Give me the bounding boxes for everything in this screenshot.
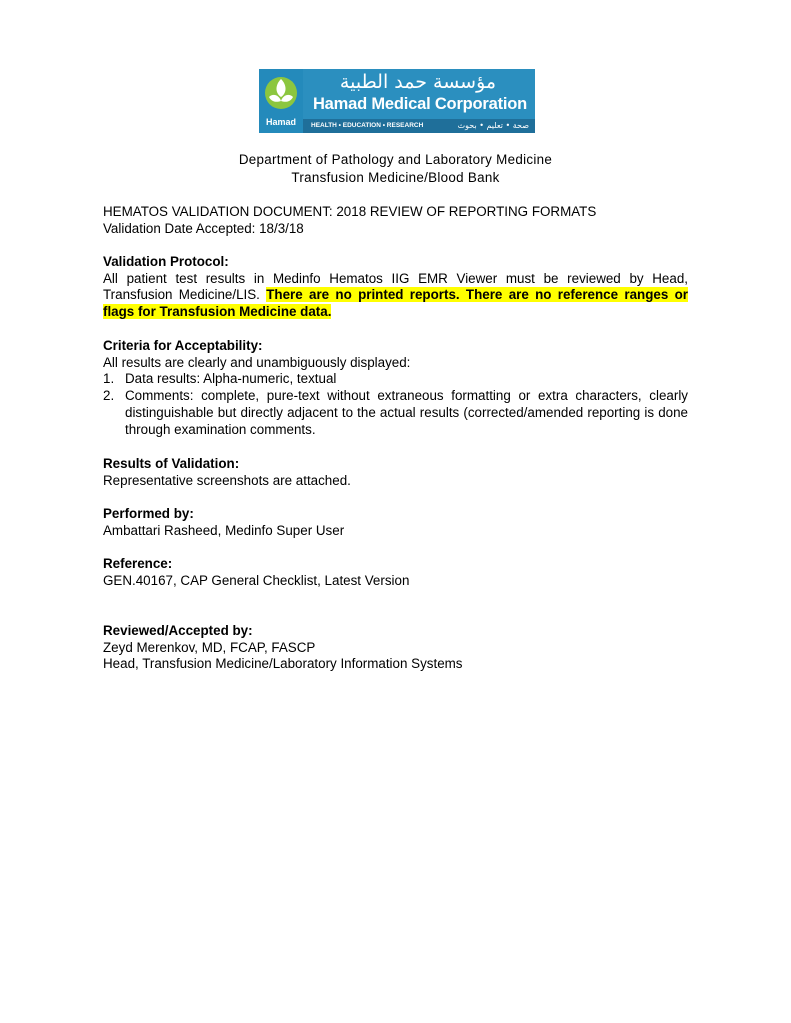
list-item-number: 1.	[103, 371, 115, 387]
reference-text: GEN.40167, CAP General Checklist, Latest Version	[103, 572, 410, 588]
logo-arabic-name: مؤسسة حمد الطبية	[339, 71, 497, 93]
criteria-heading: Criteria for Acceptability:	[103, 338, 263, 353]
logo-tagline-strip	[303, 119, 535, 133]
protocol-text	[103, 271, 688, 321]
list-item-number: 2.	[103, 388, 115, 404]
division-title: Transfusion Medicine/Blood Bank	[291, 170, 500, 185]
logo-tagline-ar: صحة • تعليم • بحوث	[457, 121, 529, 130]
logo-english-name: Hamad Medical Corporation	[312, 95, 528, 113]
performed-text: Ambattari Rasheed, Medinfo Super User	[103, 522, 345, 538]
document-title-block	[103, 204, 688, 237]
list-item	[103, 371, 688, 388]
performed-heading: Performed by:	[103, 506, 194, 521]
performed-section	[103, 506, 688, 539]
reviewer-name: Zeyd Merenkov, MD, FCAP, FASCP	[103, 639, 316, 655]
results-heading: Results of Validation:	[103, 456, 240, 471]
validation-date: Validation Date Accepted: 18/3/18	[103, 220, 304, 236]
reviewed-heading: Reviewed/Accepted by:	[103, 623, 253, 638]
reviewed-section	[103, 623, 688, 673]
protocol-section	[103, 254, 688, 321]
list-item-text: Data results: Alpha-numeric, textual	[125, 371, 337, 387]
logo-tagline-en: HEALTH • EDUCATION • RESEARCH	[311, 122, 424, 129]
reviewer-position: Head, Transfusion Medicine/Laboratory Information Systems	[103, 656, 463, 672]
criteria-section	[103, 338, 688, 438]
hmc-logo	[259, 69, 535, 133]
department-title: Department of Pathology and Laboratory Medicine	[238, 152, 553, 167]
list-item-text: Comments: complete, pure-text without extraneous formatting or extra characters, clearly distinguishable but directly adjacent to the actual results (corrected/amended reporting is done through examination comments.	[125, 388, 688, 437]
protocol-heading: Validation Protocol:	[103, 254, 229, 269]
results-section	[103, 456, 688, 489]
criteria-list	[103, 371, 688, 438]
protocol-highlight: There are no printed reports. There are no reference ranges or flags for Transfusion Medicine data.	[103, 287, 688, 320]
reference-heading: Reference:	[103, 556, 173, 571]
results-text: Representative screenshots are attached.	[103, 472, 351, 488]
logo-mark-label: Hamad	[265, 117, 296, 127]
protocol-body: All patient test results in Medinfo Hematos IIG EMR Viewer must be reviewed by Head, Transfusion Medicine/LIS.	[103, 270, 688, 303]
reference-section	[103, 556, 688, 589]
document-title: HEMATOS VALIDATION DOCUMENT: 2018 REVIEW OF REPORTING FORMATS	[103, 204, 597, 219]
criteria-intro: All results are clearly and unambiguously displayed:	[103, 354, 411, 370]
list-item	[103, 388, 688, 438]
